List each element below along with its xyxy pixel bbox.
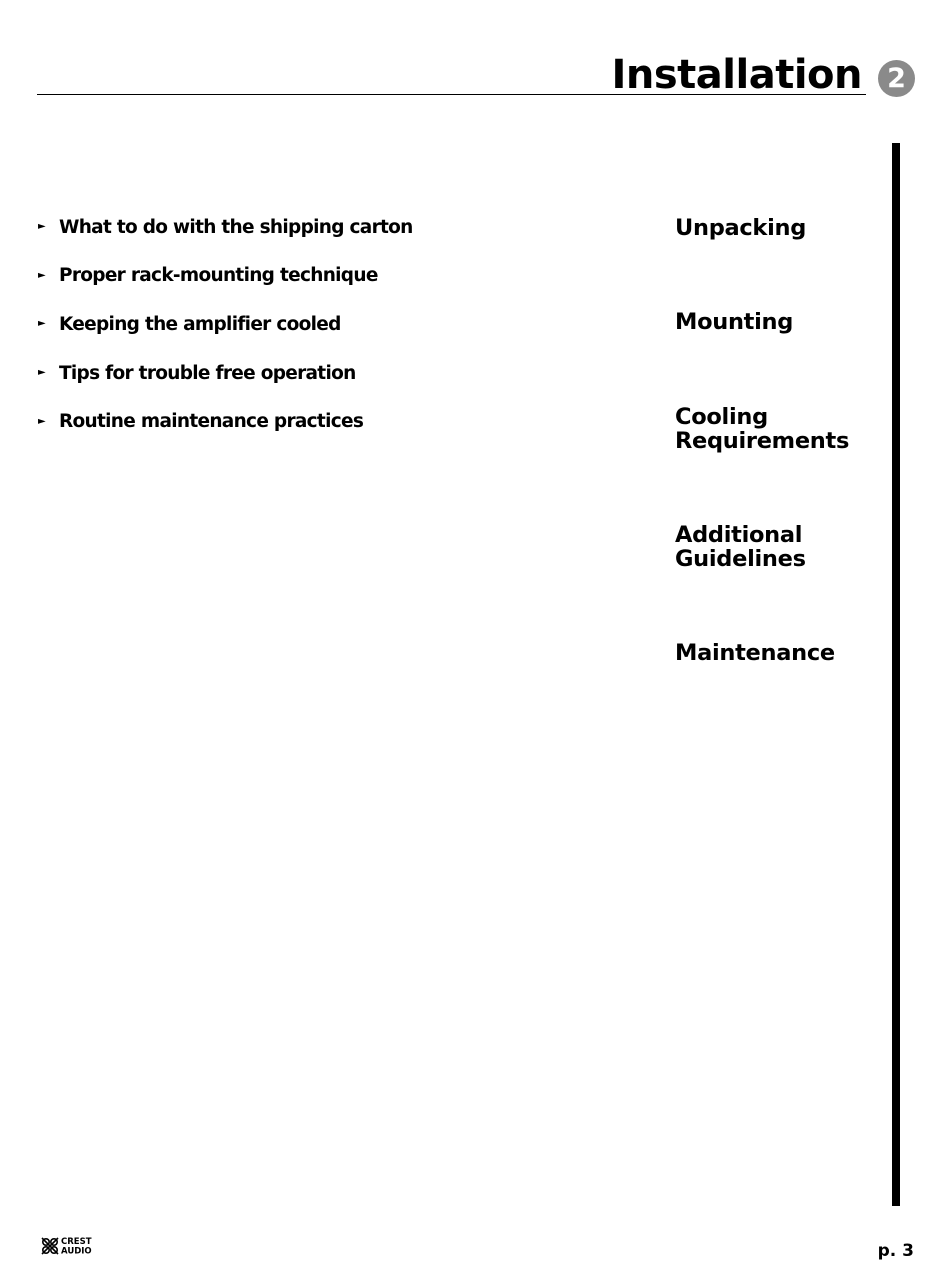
section-heading-line: Cooling bbox=[675, 404, 768, 430]
logo-text-top: CREST bbox=[61, 1237, 92, 1247]
crest-audio-logo bbox=[40, 1234, 115, 1256]
section-heading-additional-guidelines bbox=[675, 523, 806, 571]
topic-item bbox=[37, 212, 413, 242]
topic-list bbox=[37, 212, 413, 455]
section-heading-line: Unpacking bbox=[675, 215, 807, 241]
section-heading-line: Additional bbox=[675, 522, 803, 548]
topic-item bbox=[37, 309, 413, 339]
section-heading-line: Mounting bbox=[675, 309, 794, 335]
section-heading-line: Maintenance bbox=[675, 640, 835, 666]
bullet-arrow-icon: ► bbox=[38, 269, 46, 281]
bullet-arrow-icon: ► bbox=[38, 367, 46, 379]
bullet-arrow-icon: ► bbox=[38, 318, 46, 330]
topic-label: Tips for trouble free operation bbox=[59, 362, 356, 384]
topic-item bbox=[37, 261, 413, 291]
chapter-number-badge: 2 bbox=[878, 60, 915, 97]
topic-item bbox=[37, 407, 413, 437]
section-heading-cooling-requirements bbox=[675, 405, 849, 453]
section-heading-line: Guidelines bbox=[675, 546, 806, 572]
section-heading-line: Requirements bbox=[675, 428, 850, 454]
chapter-title: Installation bbox=[611, 52, 862, 98]
chapter-side-bar bbox=[892, 143, 900, 1206]
bullet-arrow-icon: ► bbox=[38, 221, 46, 232]
section-heading-maintenance bbox=[675, 641, 835, 665]
topic-item bbox=[37, 358, 413, 388]
topic-label: Keeping the amplifier cooled bbox=[59, 313, 341, 335]
section-heading-mounting bbox=[675, 310, 793, 334]
topic-label: What to do with the shipping carton bbox=[59, 216, 413, 238]
section-heading-unpacking bbox=[675, 216, 806, 240]
bullet-arrow-icon: ► bbox=[38, 415, 46, 427]
header-rule bbox=[37, 94, 866, 95]
logo-text-bottom: AUDIO bbox=[61, 1246, 92, 1256]
topic-label: Proper rack-mounting technique bbox=[59, 265, 378, 287]
topic-label: Routine maintenance practices bbox=[59, 411, 364, 433]
page-number: p. 3 bbox=[877, 1241, 914, 1261]
